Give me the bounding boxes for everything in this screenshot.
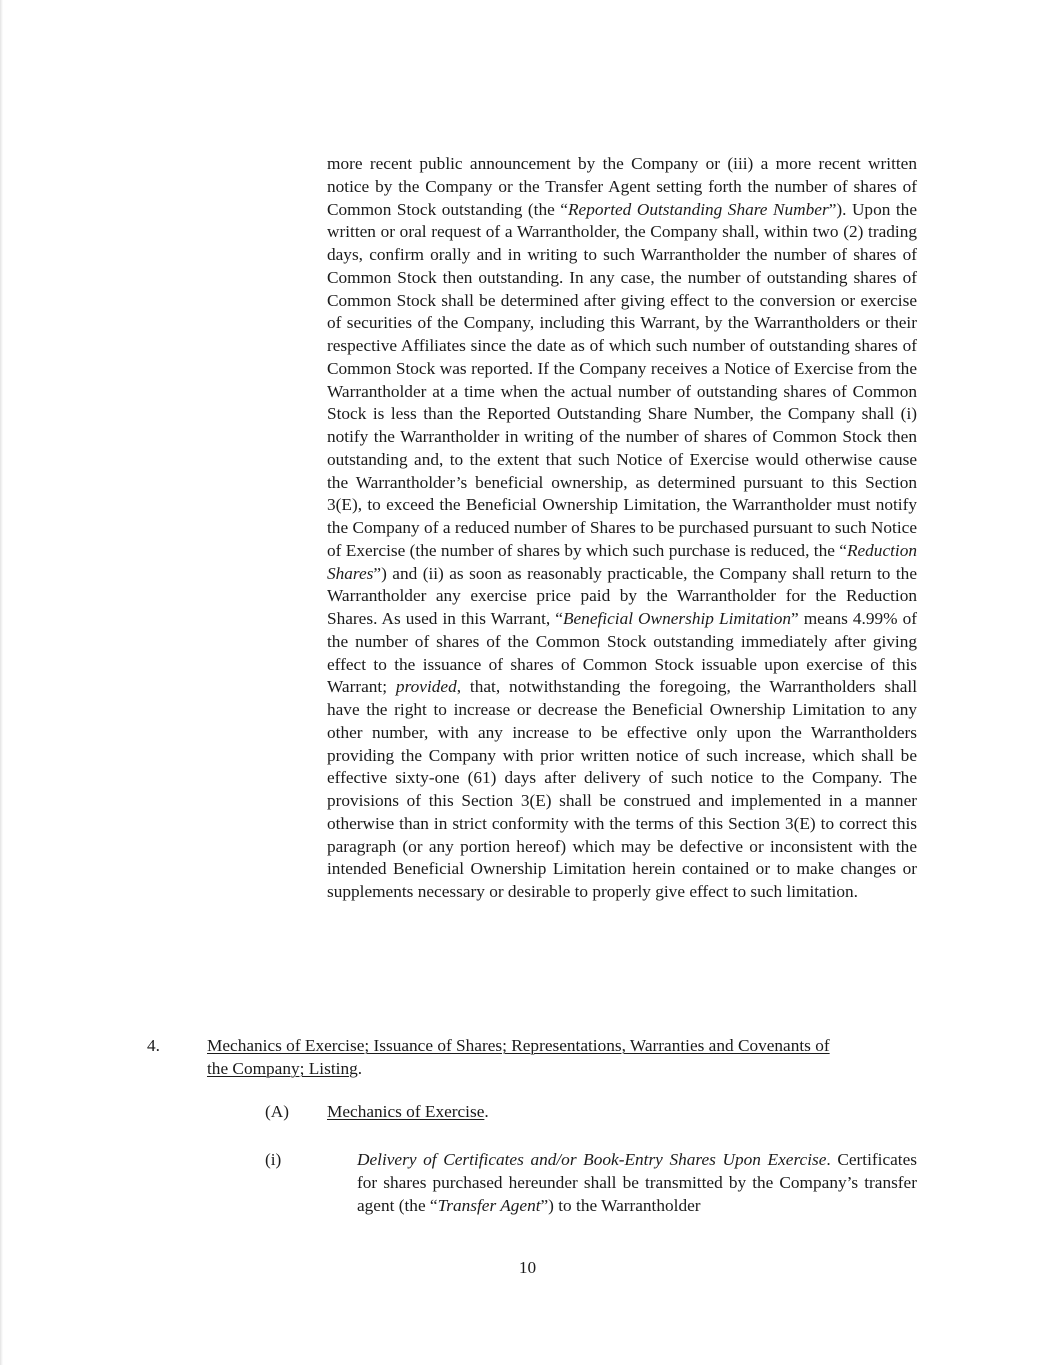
paragraph-text: , that, notwithstanding the foregoing, the Warrantholders shall have the right to increase or decrease the Beneficial Ownership Limitation to any other number, with any increase to be effective only upon the Warrantholders providing the Company with prior written notice of such increase, which shall be effective sixty-one (61) days after delivery of such notice to the Company. The provisions of this Section 3(E) shall be construed and implemented in a manner otherwise than in strict conformity with the terms of this Section 3(E) to correct this paragraph (or any portion hereof) which may be defective or inconsistent with the intended Beneficial Ownership Limitation herein contained or to make changes or supplements necessary or desirable to properly give effect to such limitation. <box>327 677 918 901</box>
section-4-number: 4. <box>147 1036 160 1055</box>
paragraph-text: . Certificates for shares purchased hereunder shall be transmitted by the Company’s transfer agent (the “ <box>357 1150 917 1215</box>
subsection-a-period: . <box>484 1102 489 1121</box>
paragraph-text: ”). Upon the written or oral request of a Warrantholder, the Company shall, within two (2) trading days, confirm orally and in writing to such Warrantholder the number of shares of Common Stock then outstanding. In any case, the number of outstanding shares of Common Stock shall be determined after giving effect to the conversion or exercise of securities of the Company, including this Warrant, by the Warrantholders or their respective Affiliates since the date as of which such number of outstanding shares of Common Stock was reported. If the Company receives a Notice of Exercise from the Warrantholder at a time when the actual number of outstanding shares of Common Stock is less than the Reported Outstanding Share Number, the Company shall (i) notify the Warrantholder in writing of the number of shares of Common Stock then outstanding and, to the extent that such Notice of Exercise would otherwise cause the Warrantholder’s beneficial ownership, as determined pursuant to this Section 3(E), to exceed the Beneficial Ownership Limitation, the Warrantholder must notify the Company of a reduced number of Shares to be purchased pursuant to such Notice of Exercise (the number of shares by which such purchase is reduced, the “ <box>327 199 917 560</box>
defined-term-transfer-agent: Transfer Agent <box>437 1195 541 1215</box>
subsection-i-paragraph <box>357 1149 917 1217</box>
subsection-i-heading: Delivery of Certificates and/or Book-Entry Shares Upon Exercise <box>357 1150 827 1169</box>
term-provided: provided <box>395 677 457 697</box>
defined-term-reported-outstanding-share-number: Reported Outstanding Share Number <box>567 199 829 219</box>
section-4-title-line-2: the Company; Listing <box>207 1059 358 1078</box>
paragraph-text: more recent public announcement by the Company or (iii) a more recent written notice by the Company or the Transfer Agent setting forth the number of shares of Common Stock outstanding (the “ <box>327 154 917 219</box>
defined-term-beneficial-ownership-limitation: Beneficial Ownership Limitation <box>562 609 791 628</box>
paragraph-text: ”) and (ii) as soon as reasonably practicable, the Company shall return to the Warrantholder any exercise price paid by the Warrantholder for the Reduction Shares. As used in this Warrant, “ <box>327 563 917 628</box>
subsection-a-label: (A) <box>265 1102 289 1121</box>
section-4-title-line-2-wrapper <box>207 1058 362 1081</box>
defined-term-reduction-shares: Reduction Shares <box>327 540 917 583</box>
paragraph-text: ” means 4.99% of the number of shares of the Common Stock outstanding immediately after giving effect to the issuance of shares of Common Stock issuable upon exercise of this Warrant; <box>327 609 917 697</box>
section-4-title-period: . <box>357 1059 363 1078</box>
section-4-title-line-1: Mechanics of Exercise; Issuance of Shares; Representations, Warranties and Covenants of <box>207 1036 830 1055</box>
subsection-a-title-wrapper <box>327 1101 489 1124</box>
subsection-a-title: Mechanics of Exercise <box>327 1102 485 1121</box>
section-3e-paragraph <box>327 153 917 904</box>
page-edge <box>0 0 3 1365</box>
page-number: 10 <box>518 1258 537 1277</box>
paragraph-text: ”) to the Warrantholder <box>540 1195 701 1215</box>
subsection-i-label: (i) <box>265 1150 282 1169</box>
